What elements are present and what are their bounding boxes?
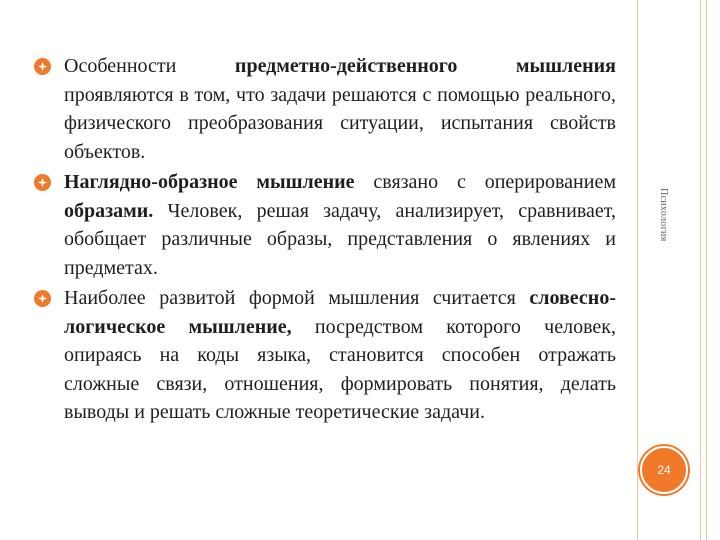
star-bullet-icon (34, 174, 51, 191)
decorative-rail-right-outer (706, 0, 707, 540)
bullet-bold-text: словесно-логическое мышление, (64, 287, 616, 338)
bullet-text: посредством которого человек, опираясь на коды языка, становится способен отражать сложные связи, отношения, формировать понятия, делать выводы и решать сложные теоретические задачи. (64, 315, 616, 423)
star-bullet-icon (34, 290, 51, 307)
decorative-rail-right-inner (700, 0, 701, 540)
bullet-text: связано с оперированием (354, 171, 616, 193)
page-number-badge: 24 (640, 446, 688, 494)
bullet-text: Особенности (64, 55, 235, 77)
bullet-text: Наиболее развитой формой мышления считается (64, 287, 530, 309)
bullet-item-3 (34, 284, 616, 427)
bullet-item-1 (34, 52, 616, 166)
bullet-item-2 (34, 168, 616, 282)
bullet-text: Человек, решая задачу, анализирует, сравнивает, обобщает различные образы, представления о явлениях и предметах. (64, 199, 616, 279)
star-bullet-icon (34, 58, 51, 75)
bullet-bold-text: образами. (64, 199, 154, 222)
side-title: Психология (658, 188, 669, 242)
bullet-bold-text: Наглядно-образное мышление (64, 171, 355, 193)
bullet-text: проявляются в том, что задачи решаются с помощью реального, физического преобразования ситуации, испытания свойств объектов. (64, 83, 616, 163)
bullet-bold-text: предметно-действенного мышления (234, 55, 616, 77)
slide-content (34, 52, 616, 427)
decorative-rail-left (637, 0, 638, 540)
